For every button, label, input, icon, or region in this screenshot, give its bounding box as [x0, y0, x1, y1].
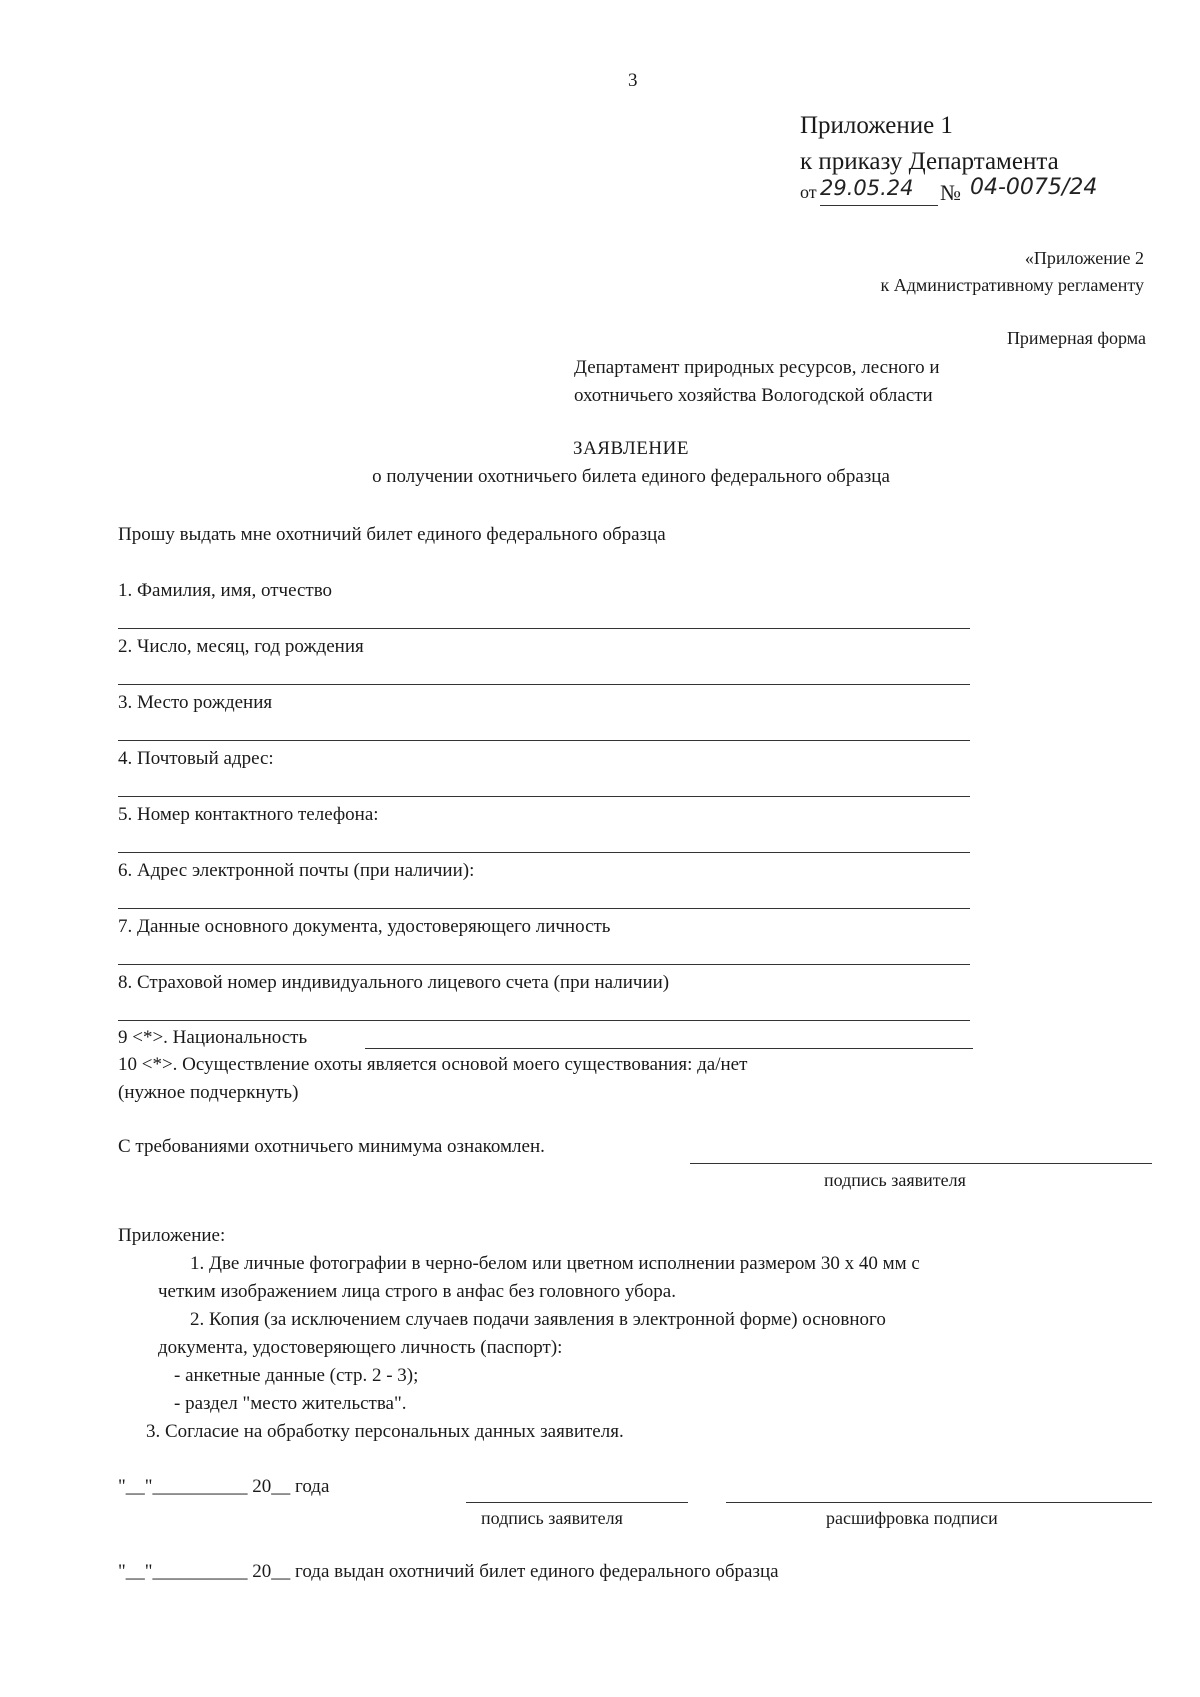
attachment-3: 3. Согласие на обработку персональных данных заявителя. [146, 1421, 624, 1442]
date-underline [820, 205, 938, 206]
attachments-heading: Приложение: [118, 1225, 226, 1246]
field-id-document-line[interactable] [118, 964, 970, 965]
attachment-1-line-2: четким изображением лица строго в анфас без головного убора. [158, 1281, 676, 1302]
page-number: 3 [628, 70, 638, 91]
field-phone-line[interactable] [118, 852, 970, 853]
field-snils-line[interactable] [118, 1020, 970, 1021]
document-title: ЗАЯВЛЕНИЕ [573, 438, 689, 459]
field-postal-address-line[interactable] [118, 796, 970, 797]
minimum-ack-signature-caption: подпись заявителя [824, 1170, 966, 1190]
field-hunting-basis-note: (нужное подчеркнуть) [118, 1082, 299, 1103]
signature-decode-caption: расшифровка подписи [826, 1508, 998, 1528]
appendix-number-handwritten: 04-0075/24 [970, 175, 1098, 200]
field-postal-address-label: 4. Почтовый адрес: [118, 748, 274, 769]
field-birth-date-line[interactable] [118, 684, 970, 685]
form-type: Примерная форма [1006, 328, 1146, 348]
applicant-signature-line[interactable] [466, 1502, 688, 1503]
field-phone-label: 5. Номер контактного телефона: [118, 804, 379, 825]
issued-line: "__"__________ 20__ года выдан охотничий билет единого федерального образца [118, 1561, 779, 1582]
regulation-appendix-title: «Приложение 2 [1024, 248, 1144, 268]
addressee-line-1: Департамент природных ресурсов, лесного и [574, 357, 940, 378]
field-birth-date-label: 2. Число, месяц, год рождения [118, 636, 364, 657]
minimum-ack-signature-line[interactable] [690, 1163, 1152, 1164]
appendix-order-ref: к приказу Департамента [800, 148, 1059, 175]
field-full-name-label: 1. Фамилия, имя, отчество [118, 580, 333, 601]
addressee-line-2: охотничьего хозяйства Вологодской области [574, 385, 933, 406]
attachment-1-line-1: 1. Две личные фотографии в черно-белом или цветном исполнении размером 30 х 40 мм с [190, 1253, 920, 1274]
request-text: Прошу выдать мне охотничий билет единого федерального образца [118, 524, 666, 545]
signature-decode-line[interactable] [726, 1502, 1152, 1503]
appendix-from-prefix: от [800, 182, 817, 202]
field-snils-label: 8. Страховой номер индивидуального лицевого счета (при наличии) [118, 972, 670, 993]
appendix-title: Приложение 1 [800, 112, 953, 139]
field-full-name-line[interactable] [118, 628, 970, 629]
field-nationality-line[interactable] [365, 1048, 973, 1049]
field-birth-place-label: 3. Место рождения [118, 692, 273, 713]
attachment-2-sub-1: - анкетные данные (стр. 2 - 3); [174, 1365, 419, 1386]
field-email-label: 6. Адрес электронной почты (при наличии): [118, 860, 475, 881]
appendix-date-handwritten: 29.05.24 [820, 176, 914, 200]
signature-date-template: "__"__________ 20__ года [118, 1476, 330, 1497]
document-subtitle: о получении охотничьего билета единого федерального образца [372, 466, 890, 487]
field-hunting-basis-label: 10 <*>. Осуществление охоты является основой моего существования: да/нет [118, 1054, 748, 1075]
attachment-2-line-1: 2. Копия (за исключением случаев подачи заявления в электронной форме) основного [190, 1309, 886, 1330]
field-id-document-label: 7. Данные основного документа, удостоверяющего личность [118, 916, 611, 937]
field-nationality-label: 9 <*>. Национальность [118, 1027, 308, 1048]
applicant-signature-caption: подпись заявителя [481, 1508, 623, 1528]
regulation-appendix-ref: к Административному регламенту [880, 275, 1144, 295]
minimum-ack-text: С требованиями охотничьего минимума ознакомлен. [118, 1136, 545, 1157]
field-email-line[interactable] [118, 908, 970, 909]
attachment-2-line-2: документа, удостоверяющего личность (паспорт): [158, 1337, 563, 1358]
field-birth-place-line[interactable] [118, 740, 970, 741]
appendix-number-prefix: № [940, 180, 961, 205]
attachment-2-sub-2: - раздел "место жительства". [174, 1393, 407, 1414]
